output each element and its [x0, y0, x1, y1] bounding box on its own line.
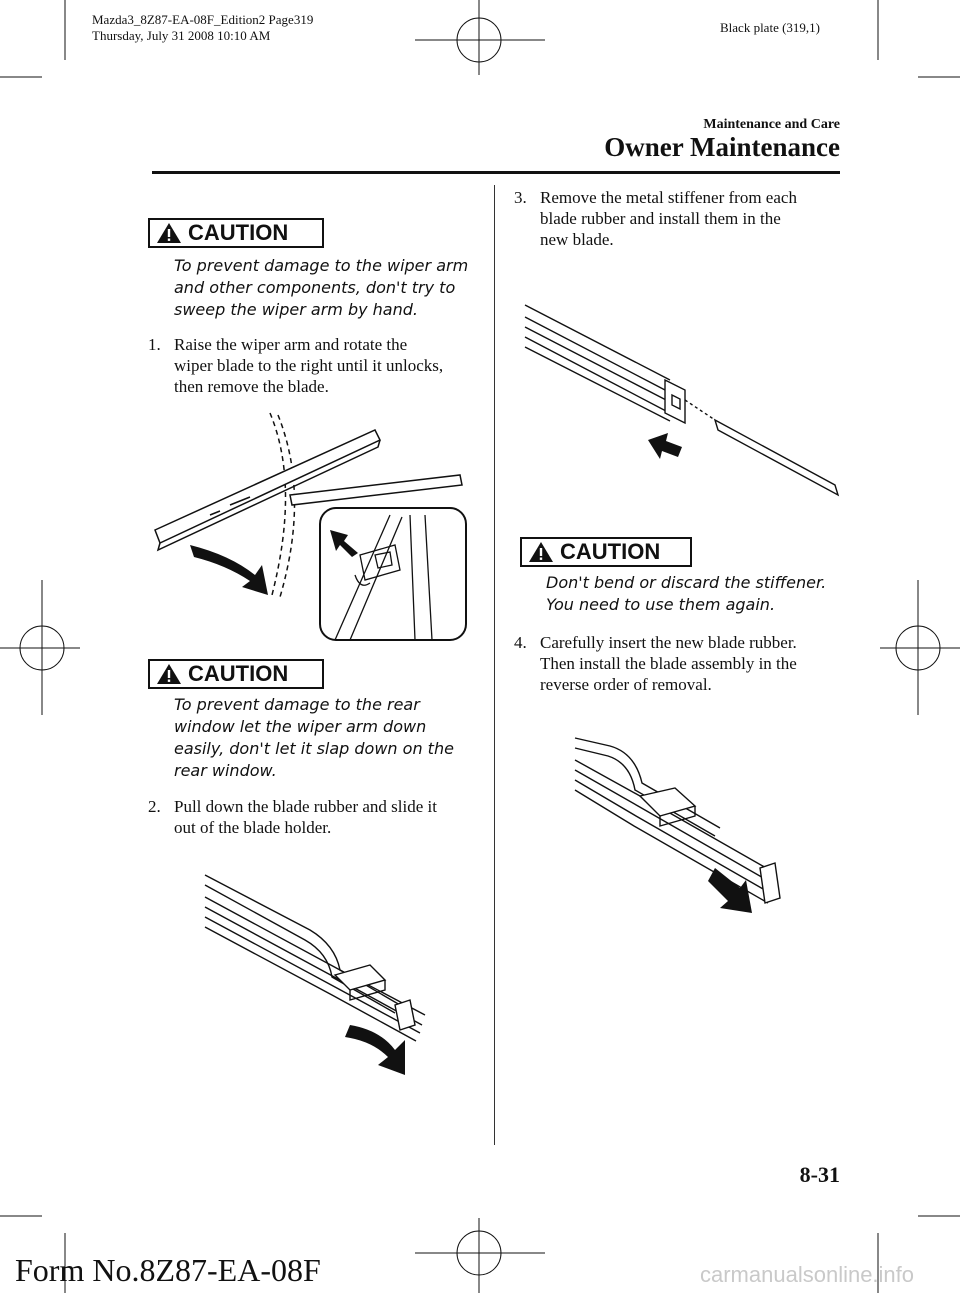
step-line: then remove the blade.	[174, 377, 329, 396]
step-line: wiper blade to the right until it unlocks,	[174, 356, 444, 375]
caution-line: To prevent damage to the wiper arm	[174, 256, 469, 275]
caution-label: CAUTION	[560, 539, 661, 564]
step-4	[514, 632, 854, 695]
caution-line: To prevent damage to the rear	[174, 695, 420, 714]
caution-label: CAUTION	[188, 220, 289, 245]
caution-box-3	[520, 537, 692, 567]
caution-text-3	[546, 572, 846, 616]
rotate-arrow-icon	[190, 545, 268, 595]
detail-inset	[320, 508, 466, 640]
step-2	[148, 796, 488, 838]
stiffener-removal-figure	[520, 295, 840, 510]
insert-arrow-icon	[708, 868, 752, 913]
section-name: Maintenance and Care	[703, 117, 840, 132]
warning-triangle-icon	[156, 663, 182, 685]
step-line: Carefully insert the new blade rubber.	[540, 633, 797, 652]
blade-pulldown-figure	[200, 855, 430, 1085]
warning-triangle-icon	[156, 222, 182, 244]
caution-label: CAUTION	[188, 661, 289, 686]
step-number: 1.	[148, 335, 161, 354]
step-line: Remove the metal stiffener from each	[540, 188, 797, 207]
caution-line: rear window.	[174, 761, 277, 780]
caution-text-2	[174, 694, 484, 782]
wiper-rotate-figure	[150, 405, 470, 645]
column-divider	[494, 185, 495, 1145]
page-title: Owner Maintenance	[604, 132, 840, 162]
step-3	[514, 187, 854, 250]
pull-arrow-icon	[345, 1025, 405, 1075]
step-number: 4.	[514, 633, 527, 652]
plate-info: Black plate (319,1)	[720, 20, 820, 35]
watermark-url: carmanualsonline.info	[700, 1262, 915, 1287]
form-number: Form No.8Z87-EA-08F	[15, 1252, 321, 1288]
page-number: 8-31	[799, 1162, 840, 1187]
caution-line: You need to use them again.	[546, 595, 776, 614]
file-info	[92, 12, 412, 44]
caution-text-1	[174, 255, 484, 321]
step-line: Then install the blade assembly in the	[540, 654, 797, 673]
caution-line: window let the wiper arm down	[174, 717, 427, 736]
caution-box-2	[148, 659, 324, 689]
file-date: Thursday, July 31 2008 10:10 AM	[92, 28, 271, 43]
caution-line: sweep the wiper arm by hand.	[174, 300, 418, 319]
caution-line: Don't bend or discard the stiffener.	[546, 573, 827, 592]
step-number: 3.	[514, 188, 527, 207]
step-number: 2.	[148, 797, 161, 816]
step-line: blade rubber and install them in the	[540, 209, 781, 228]
blade-insert-figure	[570, 718, 790, 933]
step-line: Pull down the blade rubber and slide it	[174, 797, 437, 816]
caution-line: easily, don't let it slap down on the	[174, 739, 454, 758]
step-line: Raise the wiper arm and rotate the	[174, 335, 408, 354]
step-1	[148, 334, 488, 397]
warning-triangle-icon	[528, 541, 554, 563]
step-line: reverse order of removal.	[540, 675, 712, 694]
caution-box-1	[148, 218, 324, 248]
caution-line: and other components, don't try to	[174, 278, 456, 297]
step-line: new blade.	[540, 230, 614, 249]
header-rule	[152, 171, 840, 174]
slide-arrow-icon	[648, 433, 682, 459]
file-name: Mazda3_8Z87-EA-08F_Edition2 Page319	[92, 12, 314, 27]
step-line: out of the blade holder.	[174, 818, 332, 837]
